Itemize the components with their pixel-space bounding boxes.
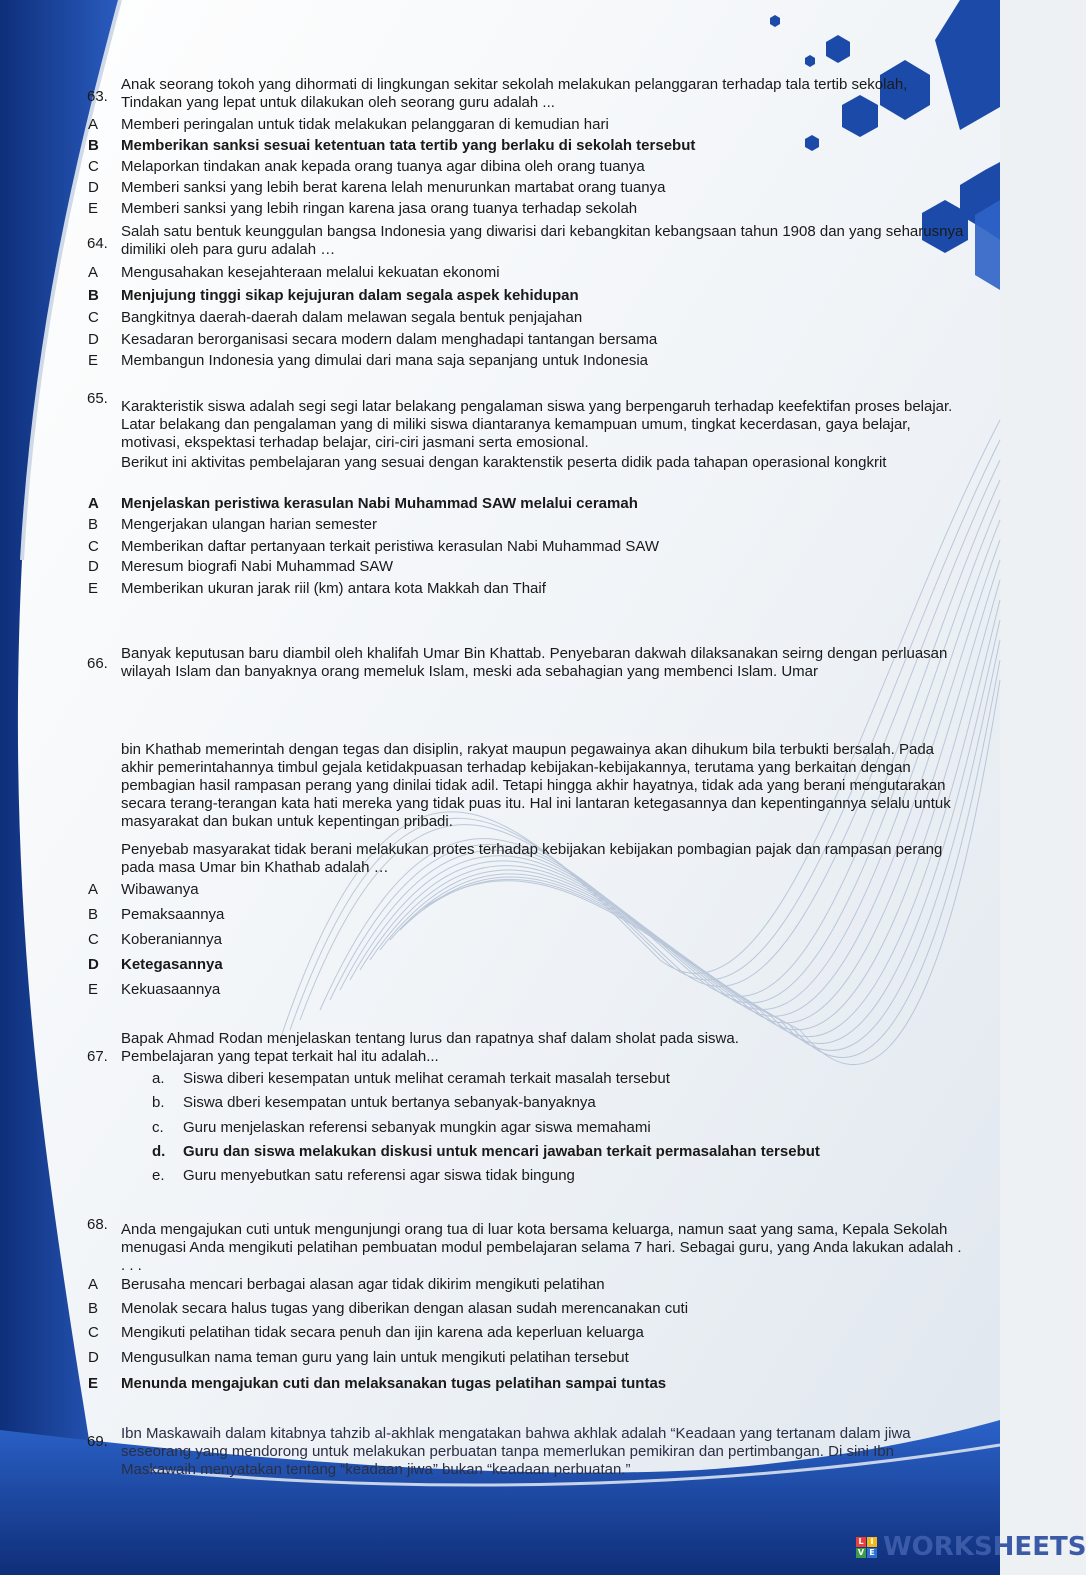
option-letter: D xyxy=(88,558,99,575)
question-text: Ibn Maskawaih dalam kitabnya tahzib al-akhlak mengatakan bahwa akhlak adalah “Keadaan yang tertanam dalam jiwa seseorang yang mendorong untuk melakukan perbuatan tanpa memerlukan pemikiran dan pertimbangan. Di sini Ibn Maskawaih menyatakan tentang “keadaan jiwa” bukan “keadaan perbuatan.” xyxy=(121,1425,911,1478)
option-e[interactable] xyxy=(0,1165,1000,1187)
option-b[interactable] xyxy=(0,905,1000,925)
option-text: Koberaniannya xyxy=(121,931,222,948)
option-text: Kesadaran berorganisasi secara modern dalam menghadapi tantangan bersama xyxy=(121,331,658,348)
option-a[interactable] xyxy=(0,880,1000,900)
option-text: Menolak secara halus tugas yang diberikan dengan alasan sudah merencanakan cuti xyxy=(121,1300,689,1317)
option-text: Kekuasaannya xyxy=(121,981,221,998)
option-c[interactable] xyxy=(0,1117,1000,1139)
option-text: Mengusulkan nama teman guru yang lain untuk mengikuti pelatihan tersebut xyxy=(121,1349,629,1366)
logo-wordmark: WORKSHEETS xyxy=(883,1532,1086,1562)
option-text: Mengerjakan ulangan harian semester xyxy=(121,516,377,533)
option-d[interactable] xyxy=(0,330,1000,350)
option-a[interactable] xyxy=(0,263,1000,283)
option-text: Menjelaskan peristiwa kerasulan Nabi Muhammad SAW melalui ceramah xyxy=(121,495,638,512)
option-d[interactable] xyxy=(0,557,1000,577)
question-number: 64. xyxy=(87,235,108,252)
option-letter: A xyxy=(88,881,99,898)
question-number: 65. xyxy=(87,390,108,407)
option-letter: E xyxy=(88,580,99,597)
option-text: Memberikan daftar pertanyaan terkait peristiwa kerasulan Nabi Muhammad SAW xyxy=(121,538,660,555)
option-text: Meresum biografi Nabi Muhammad SAW xyxy=(121,558,394,575)
option-text: Wibawanya xyxy=(121,881,199,898)
option-text: Menjujung tinggi sikap kejujuran dalam segala aspek kehidupan xyxy=(121,287,579,304)
option-letter: C xyxy=(88,158,99,175)
option-e[interactable] xyxy=(0,351,1000,371)
option-d[interactable] xyxy=(0,1348,1000,1368)
option-letter: A xyxy=(88,495,99,512)
option-text: Siswa diberi kesempatan untuk melihat ceramah terkait masalah tersebut xyxy=(183,1070,670,1087)
option-letter: C xyxy=(88,309,99,326)
option-letter: A xyxy=(88,264,99,281)
option-text: Siswa dberi kesempatan untuk bertanya sebanyak-banyaknya xyxy=(183,1094,596,1111)
option-d[interactable] xyxy=(0,955,1000,975)
option-text: Memberi sanksi yang lebih berat karena lelah menurunkan martabat orang tuanya xyxy=(121,179,666,196)
option-letter: B xyxy=(88,137,99,154)
option-letter: A xyxy=(88,1276,99,1293)
option-b[interactable] xyxy=(0,515,1000,535)
option-letter: D xyxy=(88,179,99,196)
question-number: 66. xyxy=(87,655,108,672)
question-text-continued: Pembelajaran yang tepat terkait hal itu adalah... xyxy=(121,1048,439,1065)
option-text: Guru menyebutkan satu referensi agar siswa tidak bingung xyxy=(183,1167,575,1184)
option-d[interactable] xyxy=(0,1141,1000,1163)
option-c[interactable] xyxy=(0,930,1000,950)
question-text: Bapak Ahmad Rodan menjelaskan tentang lurus dan rapatnya shaf dalam sholat pada siswa. xyxy=(121,1030,739,1047)
option-letter: C xyxy=(88,538,99,555)
option-text: Melaporkan tindakan anak kepada orang tuanya agar dibina oleh orang tuanya xyxy=(121,158,645,175)
option-a[interactable] xyxy=(0,494,1000,514)
option-text: Pemaksaannya xyxy=(121,906,225,923)
option-letter: C xyxy=(88,1324,99,1341)
option-a[interactable] xyxy=(0,115,1000,135)
option-letter: E xyxy=(88,352,99,369)
option-text: Mengusahakan kesejahteraan melalui kekuatan ekonomi xyxy=(121,264,500,281)
question-number: 69. xyxy=(87,1433,108,1450)
question-number: 63. xyxy=(87,88,108,105)
question-text-continued: Berikut ini aktivitas pembelajaran yang sesuai dengan karaktenstik peserta didik pada tahapan operasional kongkrit xyxy=(121,454,887,471)
option-text: Berusaha mencari berbagai alasan agar tidak dikirim mengikuti pelatihan xyxy=(121,1276,605,1293)
question-text: Banyak keputusan baru diambil oleh khalifah Umar Bin Khattab. Penyebaran dakwah dilaksanakan seirng dengan perluasan wilayah Islam dan banyaknya orang memeluk Islam, meski ada sebahagian yang membenci Islam. Umar xyxy=(121,645,948,680)
option-text: Ketegasannya xyxy=(121,956,223,973)
option-text: Menunda mengajukan cuti dan melaksanakan tugas pelatihan sampai tuntas xyxy=(121,1375,667,1392)
question-prompt: Penyebab masyarakat tidak berani melakukan protes terhadap kebijakan kebijakan pombagian pajak dan rampasan perang pada masa Umar bin Khathab adalah … xyxy=(121,841,943,876)
option-letter: B xyxy=(88,1300,99,1317)
option-letter: C xyxy=(88,931,99,948)
option-letter: A xyxy=(88,116,99,133)
option-text: Memberikan ukuran jarak riil (km) antara kota Makkah dan Thaif xyxy=(121,580,546,597)
option-letter: D xyxy=(88,331,99,348)
option-c[interactable] xyxy=(0,157,1000,177)
option-b[interactable] xyxy=(0,1092,1000,1114)
question-text: Karakteristik siswa adalah segi segi latar belakang pengalaman siswa yang berpengaruh terhadap keefektifan proses belajar. Latar belakang dan pengalaman yang di miliki siswa diantaranya kemampuan umum, tingkat kecerdasan, gaya belajar, motivasi, ekspektasi terhadap belajar, ciri-ciri jasmani serta emosional. xyxy=(121,398,953,451)
option-letter: E xyxy=(88,1375,99,1392)
option-letter: D xyxy=(88,956,99,973)
option-a[interactable] xyxy=(0,1068,1000,1090)
option-c[interactable] xyxy=(0,537,1000,557)
option-a[interactable] xyxy=(0,1275,1000,1295)
logo-blocks-icon xyxy=(856,1537,877,1558)
option-text: Bangkitnya daerah-daerah dalam melawan segala bentuk penjajahan xyxy=(121,309,583,326)
option-b[interactable] xyxy=(0,1299,1000,1319)
option-letter: b. xyxy=(152,1094,165,1111)
option-b[interactable] xyxy=(0,286,1000,306)
option-e[interactable] xyxy=(0,199,1000,219)
option-letter: D xyxy=(88,1349,99,1366)
question-text: Anda mengajukan cuti untuk mengunjungi orang tua di luar kota bersama keluarga, namun saat yang sama, Kepala Sekolah menugasi Anda mengikuti pelatihan pembuatan modul pembelajaran selama 7 hari. Sebagai guru, yang Anda lakukan adalah . . . . xyxy=(121,1221,962,1274)
option-letter: d. xyxy=(152,1143,166,1160)
option-e[interactable] xyxy=(0,579,1000,599)
option-d[interactable] xyxy=(0,178,1000,198)
option-text: Guru dan siswa melakukan diskusi untuk mencari jawaban terkait permasalahan tersebut xyxy=(183,1143,820,1160)
option-letter: B xyxy=(88,906,99,923)
option-letter: a. xyxy=(152,1070,165,1087)
question-number: 68. xyxy=(87,1216,108,1233)
option-letter: c. xyxy=(152,1119,164,1136)
option-e[interactable] xyxy=(0,1374,1000,1394)
logo-block: L xyxy=(856,1537,866,1547)
option-text: Guru menjelaskan referensi sebanyak mungkin agar siswa memahami xyxy=(183,1119,651,1136)
option-text: Mengikuti pelatihan tidak secara penuh dan ijin karena ada keperluan keluarga xyxy=(121,1324,644,1341)
option-text: Memberi sanksi yang lebih ringan karena jasa orang tuanya terhadap sekolah xyxy=(121,200,638,217)
question-number: 67. xyxy=(87,1048,108,1065)
logo-block: I xyxy=(867,1537,877,1547)
option-text: Memberi peringalan untuk tidak melakukan pelanggaran di kemudian hari xyxy=(121,116,609,133)
option-letter: E xyxy=(88,200,99,217)
liveworksheets-logo xyxy=(856,1527,1086,1567)
option-text: Memberikan sanksi sesuai ketentuan tata tertib yang berlaku di sekolah tersebut xyxy=(121,137,696,154)
logo-block: E xyxy=(867,1548,877,1558)
option-b[interactable] xyxy=(0,136,1000,156)
option-letter: B xyxy=(88,287,99,304)
option-letter: E xyxy=(88,981,99,998)
option-e[interactable] xyxy=(0,980,1000,1000)
question-text: Salah satu bentuk keunggulan bangsa Indonesia yang diwarisi dari kebangkitan kebangsaan tahun 1908 dan yang seharusnya dimiliki oleh para guru adalah … xyxy=(121,223,964,258)
question-text: Anak seorang tokoh yang dihormati di lingkungan sekitar sekolah melakukan pelanggaran terhadap tala tertib sekolah, Tindakan yang lepat untuk dilakukan oleh seorang guru adalah ... xyxy=(121,76,908,111)
question-text-continued: bin Khathab memerintah dengan tegas dan disiplin, rakyat maupun pegawainya akan dihukum bila terbukti bersalah. Pada akhir pemerintahannya timbul gejala ketidakpuasan terhadap kebijakan-kebijakannya, terutama yang berkaitan dengan pembagian hasil rampasan perang yang dinilai tidak adil. Tetapi hingga akhir hayatnya, tidak ada yang berani mengutarakan secara terang-terangan kata hati mereka yang tidak puas itu. Hal ini lantaran ketegasannya dan kepentingannya selalu untuk masyarakat dan bukan untuk kepentingan pribadi. xyxy=(121,741,951,830)
option-text: Membangun Indonesia yang dimulai dari mana saja sepanjang untuk Indonesia xyxy=(121,352,649,369)
option-c[interactable] xyxy=(0,1323,1000,1343)
option-letter: e. xyxy=(152,1167,165,1184)
logo-block: V xyxy=(857,1547,865,1557)
option-c[interactable] xyxy=(0,308,1000,328)
option-letter: B xyxy=(88,516,99,533)
